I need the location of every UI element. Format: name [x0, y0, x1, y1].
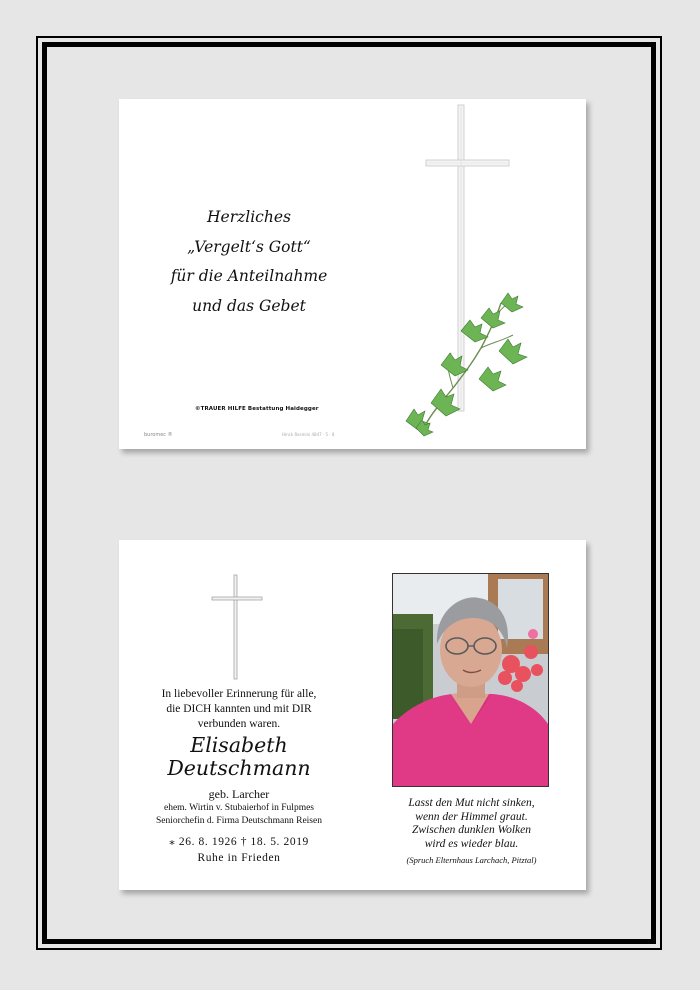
- deceased-name: [134, 734, 344, 780]
- thank-you-line: für die Anteilnahme: [170, 267, 328, 285]
- cross-icon: [211, 574, 263, 680]
- intro-line: verbunden waren.: [197, 718, 281, 730]
- role-line: ehem. Wirtin v. Stubaierhof in Fulpmes: [163, 803, 314, 813]
- portrait-photo: [392, 573, 549, 787]
- intro-line: In liebevoller Erinnerung für alle,: [161, 688, 317, 700]
- printer-mark: buromec ®: [144, 432, 173, 438]
- cross-with-ivy-icon: [401, 103, 541, 443]
- roles: [124, 802, 354, 828]
- quote-line: Zwischen dunklen Wolken: [411, 824, 532, 836]
- maiden-name: geb. Larcher: [208, 787, 270, 801]
- rest-in-peace: Ruhe in Frieden: [197, 852, 281, 864]
- portrait-illustration: [393, 574, 548, 786]
- thank-you-text: [149, 203, 349, 321]
- role-line: Seniorchefin d. Firma Deutschmann Reisen: [156, 816, 322, 826]
- quote-line: Lasst den Mut nicht sinken,: [408, 797, 535, 809]
- intro-line: die DICH kannten und mit DIR: [166, 703, 312, 715]
- quote-line: wird es wieder blau.: [424, 837, 519, 850]
- quote-source: (Spruch Elternhaus Larchach, Pitztal): [406, 855, 537, 865]
- thank-you-card: [119, 99, 586, 449]
- copyright-text: ©TRAUER HILFE Bestattung Haidegger: [195, 406, 319, 412]
- last-name: Deutschmann: [167, 756, 311, 780]
- quote-line: wenn der Himmel graut.: [415, 810, 528, 823]
- thank-you-line: Herzliches: [207, 208, 291, 226]
- quote: [379, 797, 564, 851]
- first-name: Elisabeth: [190, 733, 288, 757]
- memorial-intro: [134, 687, 344, 732]
- life-dates: ⁎ 26. 8. 1926 † 18. 5. 2019: [169, 836, 309, 848]
- print-reference: Hinck Rosmini 4847 · 5 · 8: [282, 432, 335, 437]
- memorial-card: [119, 540, 586, 890]
- thank-you-line: und das Gebet: [192, 296, 306, 315]
- thank-you-line: „Vergelt‘s Gott“: [187, 237, 311, 256]
